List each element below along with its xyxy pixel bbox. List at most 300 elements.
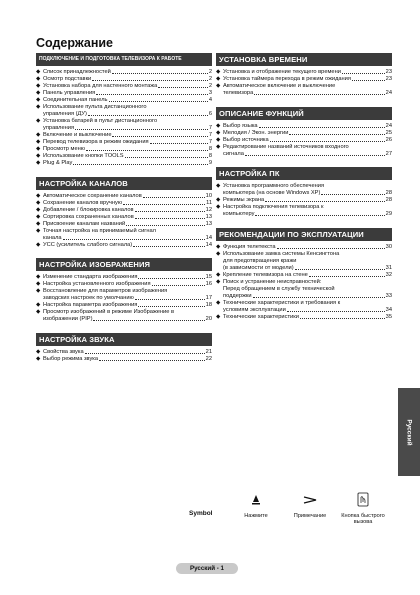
- bullet-diamond-icon: ◆: [216, 314, 221, 320]
- toc-entry: [36, 193, 212, 200]
- dot-leader: [125, 157, 208, 158]
- toc-page-number: 26: [385, 137, 392, 143]
- toc-entry-text: Автоматическое включение и выключение: [223, 83, 336, 89]
- section-items: [36, 349, 212, 363]
- toc-entry-row: [43, 200, 212, 207]
- bullet-diamond-icon: ◆: [36, 200, 41, 206]
- toc-entry-text: Осмотр подставки: [43, 76, 92, 82]
- bullet-diamond-icon: ◆: [216, 279, 221, 285]
- section-header: НАСТРОЙКА ПК: [216, 167, 392, 180]
- toc-section: [36, 258, 212, 323]
- bullet-diamond-icon: ◆: [216, 272, 221, 278]
- bullet-diamond-icon: ◆: [36, 132, 41, 138]
- bullet-diamond-icon: ◆: [216, 251, 221, 257]
- toc-page-number: 12: [205, 207, 212, 213]
- toc-entry-text: Панель управления: [43, 90, 96, 96]
- toc-entry-text: Изменение стандарта изображения: [43, 274, 138, 280]
- bullet-diamond-icon: ◆: [216, 130, 221, 136]
- toc-entry-row: [223, 90, 392, 97]
- toc-page-number: 30: [385, 244, 392, 250]
- toc-page-number: 23: [385, 76, 392, 82]
- toc-entry-row: [223, 265, 392, 272]
- section-header: НАСТРОЙКА ЗВУКА: [36, 333, 212, 346]
- dot-leader: [75, 129, 208, 130]
- toc-entry: [36, 242, 212, 249]
- toc-entry: [216, 300, 392, 314]
- toc-entry: [216, 272, 392, 279]
- toc-entry-row: [43, 97, 212, 104]
- legend-note: [288, 492, 332, 519]
- toc-entry: [36, 281, 212, 288]
- toc-entry-text: компьютеру: [223, 211, 255, 217]
- toc-entry-text: Настройка установленного изображения: [43, 281, 151, 287]
- page-title: Содержание: [36, 36, 114, 50]
- bullet-diamond-icon: ◆: [36, 356, 41, 362]
- toc-page-number: 32: [385, 272, 392, 278]
- bullet-diamond-icon: ◆: [36, 309, 41, 315]
- toc-entry-text: Перевод телевизора в режим ожидания: [43, 139, 149, 145]
- section-items: [36, 274, 212, 323]
- toc-page-number: 10: [205, 193, 212, 199]
- toc-entry-row: [43, 193, 212, 200]
- toc-entry: [216, 314, 392, 321]
- toc-page-number: 3: [208, 90, 212, 96]
- toc-entry: [36, 221, 212, 228]
- toc-entry: [216, 69, 392, 76]
- toc-entry-row: [43, 153, 212, 160]
- toc-page-number: 7: [208, 139, 212, 145]
- dot-leader: [259, 127, 385, 128]
- toc-entry-row: [223, 314, 392, 321]
- legend-press-label: Нажмите: [244, 513, 268, 519]
- toc-entry-text: (в зависимости от модели): [223, 265, 294, 271]
- toc-page-number: 16: [205, 281, 212, 287]
- toc-entry-row: [43, 83, 212, 90]
- toc-section: [216, 53, 392, 97]
- dot-leader: [270, 141, 385, 142]
- toc-entry-row: [43, 125, 212, 132]
- toc-entry: [36, 146, 212, 153]
- toc-section: [216, 228, 392, 321]
- dot-leader: [99, 360, 205, 361]
- toc-page-number: 24: [385, 90, 392, 96]
- toc-entry: [36, 349, 212, 356]
- toc-entry-row: [223, 211, 392, 218]
- legend-one-touch: [338, 492, 388, 525]
- section-items: [216, 69, 392, 97]
- toc-entry-text: Использование замка системы Кенсингтона: [223, 251, 340, 257]
- toc-entry-row: [223, 69, 392, 76]
- toc-page-number: 15: [205, 274, 212, 280]
- dot-leader: [92, 80, 208, 81]
- bullet-diamond-icon: ◆: [36, 274, 41, 280]
- toc-entry: [216, 123, 392, 130]
- toc-entry: [36, 160, 212, 167]
- toc-page-number: 6: [208, 111, 212, 117]
- toc-entry-row: [43, 281, 212, 288]
- toc-page-number: 2: [208, 83, 212, 89]
- toc-page-number: 13: [205, 214, 212, 220]
- bullet-diamond-icon: ◆: [36, 349, 41, 355]
- toc-page-number: 25: [385, 130, 392, 136]
- dot-leader: [143, 197, 205, 198]
- bullet-diamond-icon: ◆: [216, 69, 221, 75]
- toc-entry-text: Режимы экрана: [223, 197, 265, 203]
- toc-entry-text: Настройка подключения телевизора к: [223, 204, 324, 210]
- page-number: Русский - 1: [176, 563, 238, 574]
- toc-entry-text: Сортировка сохраненных каналов: [43, 214, 134, 220]
- bullet-diamond-icon: ◆: [216, 244, 221, 250]
- toc-page-number: 24: [385, 123, 392, 129]
- dot-leader: [133, 246, 204, 247]
- toc-entry-text: Использование пульта дистанционного: [43, 104, 147, 110]
- toc-entry-row: [223, 307, 392, 314]
- note-icon: [288, 492, 332, 508]
- toc-page-number: 14: [205, 242, 212, 248]
- section-header: УСТАНОВКА ВРЕМЕНИ: [216, 53, 392, 66]
- toc-entry-text: Присвоение каналам названий: [43, 221, 126, 227]
- toc-page-number: 9: [208, 160, 212, 166]
- dot-leader: [300, 318, 385, 319]
- toc-entry-text: Поиск и устранение неисправностей:: [223, 279, 322, 285]
- bullet-diamond-icon: ◆: [216, 144, 221, 150]
- toc-entry-text: Редактирование названий источников входного: [223, 144, 349, 150]
- toc-entry: [36, 83, 212, 90]
- bullet-diamond-icon: ◆: [36, 76, 41, 82]
- bullet-diamond-icon: ◆: [36, 228, 41, 234]
- bullet-diamond-icon: ◆: [36, 146, 41, 152]
- language-side-tab: [398, 388, 420, 476]
- dot-leader: [138, 306, 204, 307]
- toc-entry-text: Технические характеристики: [223, 314, 299, 320]
- toc-entry-text: Добавление / блокировка каналов: [43, 207, 134, 213]
- bullet-diamond-icon: ◆: [36, 153, 41, 159]
- dot-leader: [342, 73, 385, 74]
- toc-entry-row: [43, 316, 212, 323]
- toc-entry: [36, 288, 212, 302]
- toc-entry-text: канала: [43, 235, 62, 241]
- toc-page-number: 27: [385, 151, 392, 157]
- toc-entry-text: Просмотр изображений в режиме Изображение в: [43, 309, 174, 315]
- dot-leader: [254, 94, 384, 95]
- toc-entry-text: компьютера (на основе Windows XP): [223, 190, 321, 196]
- toc-section: [216, 167, 392, 218]
- section-header: НАСТРОЙКА КАНАЛОВ: [36, 177, 212, 190]
- toc-entry: [216, 204, 392, 218]
- toc-entry-text: Включение и выключение: [43, 132, 112, 138]
- bullet-diamond-icon: ◆: [216, 300, 221, 306]
- toc-entry: [36, 69, 212, 76]
- toc-page-number: 18: [205, 302, 212, 308]
- bullet-diamond-icon: ◆: [36, 83, 41, 89]
- bullet-diamond-icon: ◆: [216, 76, 221, 82]
- bullet-diamond-icon: ◆: [36, 90, 41, 96]
- toc-entry: [36, 97, 212, 104]
- toc-entry-row: [223, 293, 392, 300]
- legend-note-label: Примечание: [293, 513, 327, 519]
- section-items: [36, 193, 212, 249]
- toc-section: [216, 107, 392, 158]
- dot-leader: [255, 215, 384, 216]
- toc-entry: [36, 228, 212, 242]
- toc-entry: [36, 132, 212, 139]
- legend-one-touch-label-line2: вызова: [353, 519, 373, 525]
- dot-leader: [158, 87, 208, 88]
- toc-entry-text: Установка и отображение текущего времени: [223, 69, 341, 75]
- bullet-diamond-icon: ◆: [36, 104, 41, 110]
- dot-leader: [352, 80, 385, 81]
- toc-entry-row: [43, 302, 212, 309]
- toc-entry-row: [223, 244, 392, 251]
- toc-entry-row: [43, 214, 212, 221]
- toc-entry: [216, 183, 392, 197]
- toc-entry-text: Выбор источника: [223, 137, 269, 143]
- toc-page-number: 29: [385, 211, 392, 217]
- toc-entry-text: Соединительная панель: [43, 97, 108, 103]
- toc-entry-row: [43, 235, 212, 242]
- toc-entry-text: Крепление телевизора на стене: [223, 272, 308, 278]
- toc-page-number: 34: [385, 307, 392, 313]
- bullet-diamond-icon: ◆: [36, 207, 41, 213]
- toc-entry-text: поддержки: [223, 293, 252, 299]
- toc-page-number: 8: [208, 146, 212, 152]
- toc-entry-row: [43, 111, 212, 118]
- dot-leader: [138, 278, 204, 279]
- toc-entry-text: Точная настройка на принимаемый сигнал: [43, 228, 156, 234]
- toc-page-number: 2: [208, 76, 212, 82]
- toc-entry-text: Установка набора для настенного монтажа: [43, 83, 158, 89]
- bullet-diamond-icon: ◆: [216, 197, 221, 203]
- dot-leader: [277, 248, 385, 249]
- toc-page-number: 28: [385, 190, 392, 196]
- toc-page-number: 20: [205, 316, 212, 322]
- dot-leader: [88, 115, 208, 116]
- bullet-diamond-icon: ◆: [216, 123, 221, 129]
- toc-entry: [216, 137, 392, 144]
- toc-entry-text: управления (ДУ): [43, 111, 87, 117]
- toc-page-number: 33: [385, 293, 392, 299]
- dot-leader: [73, 164, 207, 165]
- dot-leader: [109, 101, 208, 102]
- toc-entry-row: [223, 123, 392, 130]
- dot-leader: [152, 285, 205, 286]
- toc-page-number: 23: [385, 69, 392, 75]
- toc-entry-row: [43, 349, 212, 356]
- toc-entry: [216, 251, 392, 272]
- one-touch-button-icon: [338, 492, 388, 508]
- dot-leader: [265, 201, 384, 202]
- bullet-diamond-icon: ◆: [36, 139, 41, 145]
- toc-entry: [216, 279, 392, 300]
- toc-entry-row: [43, 146, 212, 153]
- bullet-diamond-icon: ◆: [36, 288, 41, 294]
- toc-page-number: 4: [208, 97, 212, 103]
- bullet-diamond-icon: ◆: [36, 214, 41, 220]
- toc-entry: [216, 144, 392, 158]
- toc-page-number: 31: [385, 265, 392, 271]
- toc-right-column: [216, 53, 392, 321]
- toc-left-column: [36, 53, 212, 363]
- toc-section: [36, 177, 212, 249]
- dot-leader: [63, 239, 205, 240]
- bullet-diamond-icon: ◆: [36, 302, 41, 308]
- toc-entry-text: Восстановление для параметров изображения: [43, 288, 168, 294]
- bullet-diamond-icon: ◆: [216, 204, 221, 210]
- dot-leader: [96, 94, 208, 95]
- toc-entry-text: Plug & Play: [43, 160, 73, 166]
- toc-entry-row: [43, 356, 212, 363]
- section-items: [216, 183, 392, 218]
- toc-entry: [36, 76, 212, 83]
- toc-entry: [36, 309, 212, 323]
- bullet-diamond-icon: ◆: [36, 97, 41, 103]
- toc-entry-row: [43, 160, 212, 167]
- toc-page-number: 14: [205, 235, 212, 241]
- toc-entry-text: условиям эксплуатации: [223, 307, 286, 313]
- toc-entry-text: Выбор языка: [223, 123, 258, 129]
- toc-entry: [36, 90, 212, 97]
- bullet-diamond-icon: ◆: [216, 137, 221, 143]
- toc-entry-row: [43, 139, 212, 146]
- section-header: ПОДКЛЮЧЕНИЕ И ПОДГОТОВКА ТЕЛЕВИЗОРА К РАБОТЕ: [36, 53, 212, 66]
- dot-leader: [287, 311, 385, 312]
- toc-entry-row: [43, 90, 212, 97]
- toc-entry-row: [223, 151, 392, 158]
- toc-entry-row: [43, 295, 212, 302]
- bullet-diamond-icon: ◆: [36, 193, 41, 199]
- toc-entry-row: [43, 207, 212, 214]
- dot-leader: [112, 136, 207, 137]
- toc-page-number: 21: [205, 349, 212, 355]
- toc-entry-text: Установка таймера перехода в режим ожидания: [223, 76, 351, 82]
- toc-entry-row: [223, 130, 392, 137]
- legend-one-touch-label-line1: Кнопка быстрого: [341, 513, 385, 519]
- toc-entry: [36, 302, 212, 309]
- dot-leader: [295, 269, 385, 270]
- dot-leader: [85, 353, 205, 354]
- section-header: РЕКОМЕНДАЦИИ ПО ЭКСПЛУАТАЦИИ: [216, 228, 392, 241]
- dot-leader: [253, 297, 385, 298]
- dot-leader: [135, 211, 205, 212]
- dot-leader: [123, 204, 205, 205]
- toc-entry-text: для предотвращения кражи: [223, 258, 297, 264]
- toc-page-number: 11: [206, 200, 212, 206]
- toc-entry-text: заводских настроек по умолчанию: [43, 295, 134, 301]
- dot-leader: [112, 73, 208, 74]
- toc-page-number: 2: [208, 69, 212, 75]
- dot-leader: [86, 150, 208, 151]
- toc-entry: [36, 139, 212, 146]
- toc-entry: [36, 104, 212, 118]
- dot-leader: [150, 143, 208, 144]
- symbol-title: Symbol: [189, 510, 213, 517]
- bullet-diamond-icon: ◆: [36, 281, 41, 287]
- toc-entry-row: [223, 137, 392, 144]
- toc-entry-text: Использование кнопки TOOLS: [43, 153, 124, 159]
- toc-entry-text: Технические характеристики и требования к: [223, 300, 341, 306]
- toc-entry-text: Выбор режима звука: [43, 356, 99, 362]
- toc-entry-text: УСС (усилитель слабого сигнала): [43, 242, 133, 248]
- toc-page-number: 28: [385, 197, 392, 203]
- section-header: ОПИСАНИЕ ФУНКЦИЙ: [216, 107, 392, 120]
- toc-page-number: 8: [208, 153, 212, 159]
- toc-entry-text: Автоматическое сохранение каналов: [43, 193, 142, 199]
- toc-entry-text: Настройка параметра изображения: [43, 302, 138, 308]
- toc-page-number: 7: [208, 125, 212, 131]
- toc-entry-row: [43, 274, 212, 281]
- toc-entry: [36, 356, 212, 363]
- toc-entry-text: Функция телетекста: [223, 244, 276, 250]
- section-header: НАСТРОЙКА ИЗОБРАЖЕНИЯ: [36, 258, 212, 271]
- dot-leader: [135, 299, 205, 300]
- toc-entry: [216, 130, 392, 137]
- toc-entry-text: изображении (PIP): [43, 316, 93, 322]
- toc-page-number: 35: [385, 314, 392, 320]
- toc-entry-text: Установка батарей в пульт дистанционного: [43, 118, 158, 124]
- section-items: [216, 244, 392, 321]
- toc-entry-row: [223, 76, 392, 83]
- toc-entry: [36, 200, 212, 207]
- toc-entry: [36, 207, 212, 214]
- toc-entry-text: управления: [43, 125, 75, 131]
- toc-entry: [36, 274, 212, 281]
- bullet-diamond-icon: ◆: [36, 118, 41, 124]
- section-items: [216, 123, 392, 158]
- toc-entry-text: телевизора: [223, 90, 254, 96]
- section-items: [36, 69, 212, 167]
- toc-entry: [216, 76, 392, 83]
- toc-entry: [36, 153, 212, 160]
- bullet-diamond-icon: ◆: [36, 242, 41, 248]
- toc-entry-row: [223, 272, 392, 279]
- press-icon: [241, 492, 271, 508]
- dot-leader: [309, 276, 385, 277]
- toc-page-number: 7: [208, 132, 212, 138]
- bullet-diamond-icon: ◆: [216, 83, 221, 89]
- toc-entry-row: [43, 76, 212, 83]
- toc-entry-row: [43, 69, 212, 76]
- toc-entry-text: Мелодия / Экон. энергии: [223, 130, 289, 136]
- dot-leader: [126, 225, 205, 226]
- toc-section: [36, 333, 212, 363]
- toc-entry-row: [43, 221, 212, 228]
- bullet-diamond-icon: ◆: [36, 69, 41, 75]
- toc-entry-row: [43, 132, 212, 139]
- language-side-tab-label: Русский: [405, 418, 413, 446]
- toc-page-number: 22: [205, 356, 212, 362]
- dot-leader: [93, 320, 204, 321]
- dot-leader: [245, 155, 385, 156]
- toc-entry-row: [43, 242, 212, 249]
- dot-leader: [289, 134, 384, 135]
- toc-entry: [216, 83, 392, 97]
- toc-entry: [36, 214, 212, 221]
- toc-entry-text: Свойства звука: [43, 349, 84, 355]
- bullet-diamond-icon: ◆: [36, 160, 41, 166]
- toc-entry: [216, 244, 392, 251]
- toc-page-number: 17: [205, 295, 212, 301]
- bullet-diamond-icon: ◆: [216, 183, 221, 189]
- dot-leader: [135, 218, 205, 219]
- toc-section: [36, 53, 212, 167]
- toc-page-number: 13: [205, 221, 212, 227]
- toc-entry: [36, 118, 212, 132]
- toc-entry-row: [223, 190, 392, 197]
- bullet-diamond-icon: ◆: [36, 221, 41, 227]
- toc-entry-text: Перед обращением в службу технической: [223, 286, 335, 292]
- toc-entry: [216, 197, 392, 204]
- dot-leader: [321, 194, 384, 195]
